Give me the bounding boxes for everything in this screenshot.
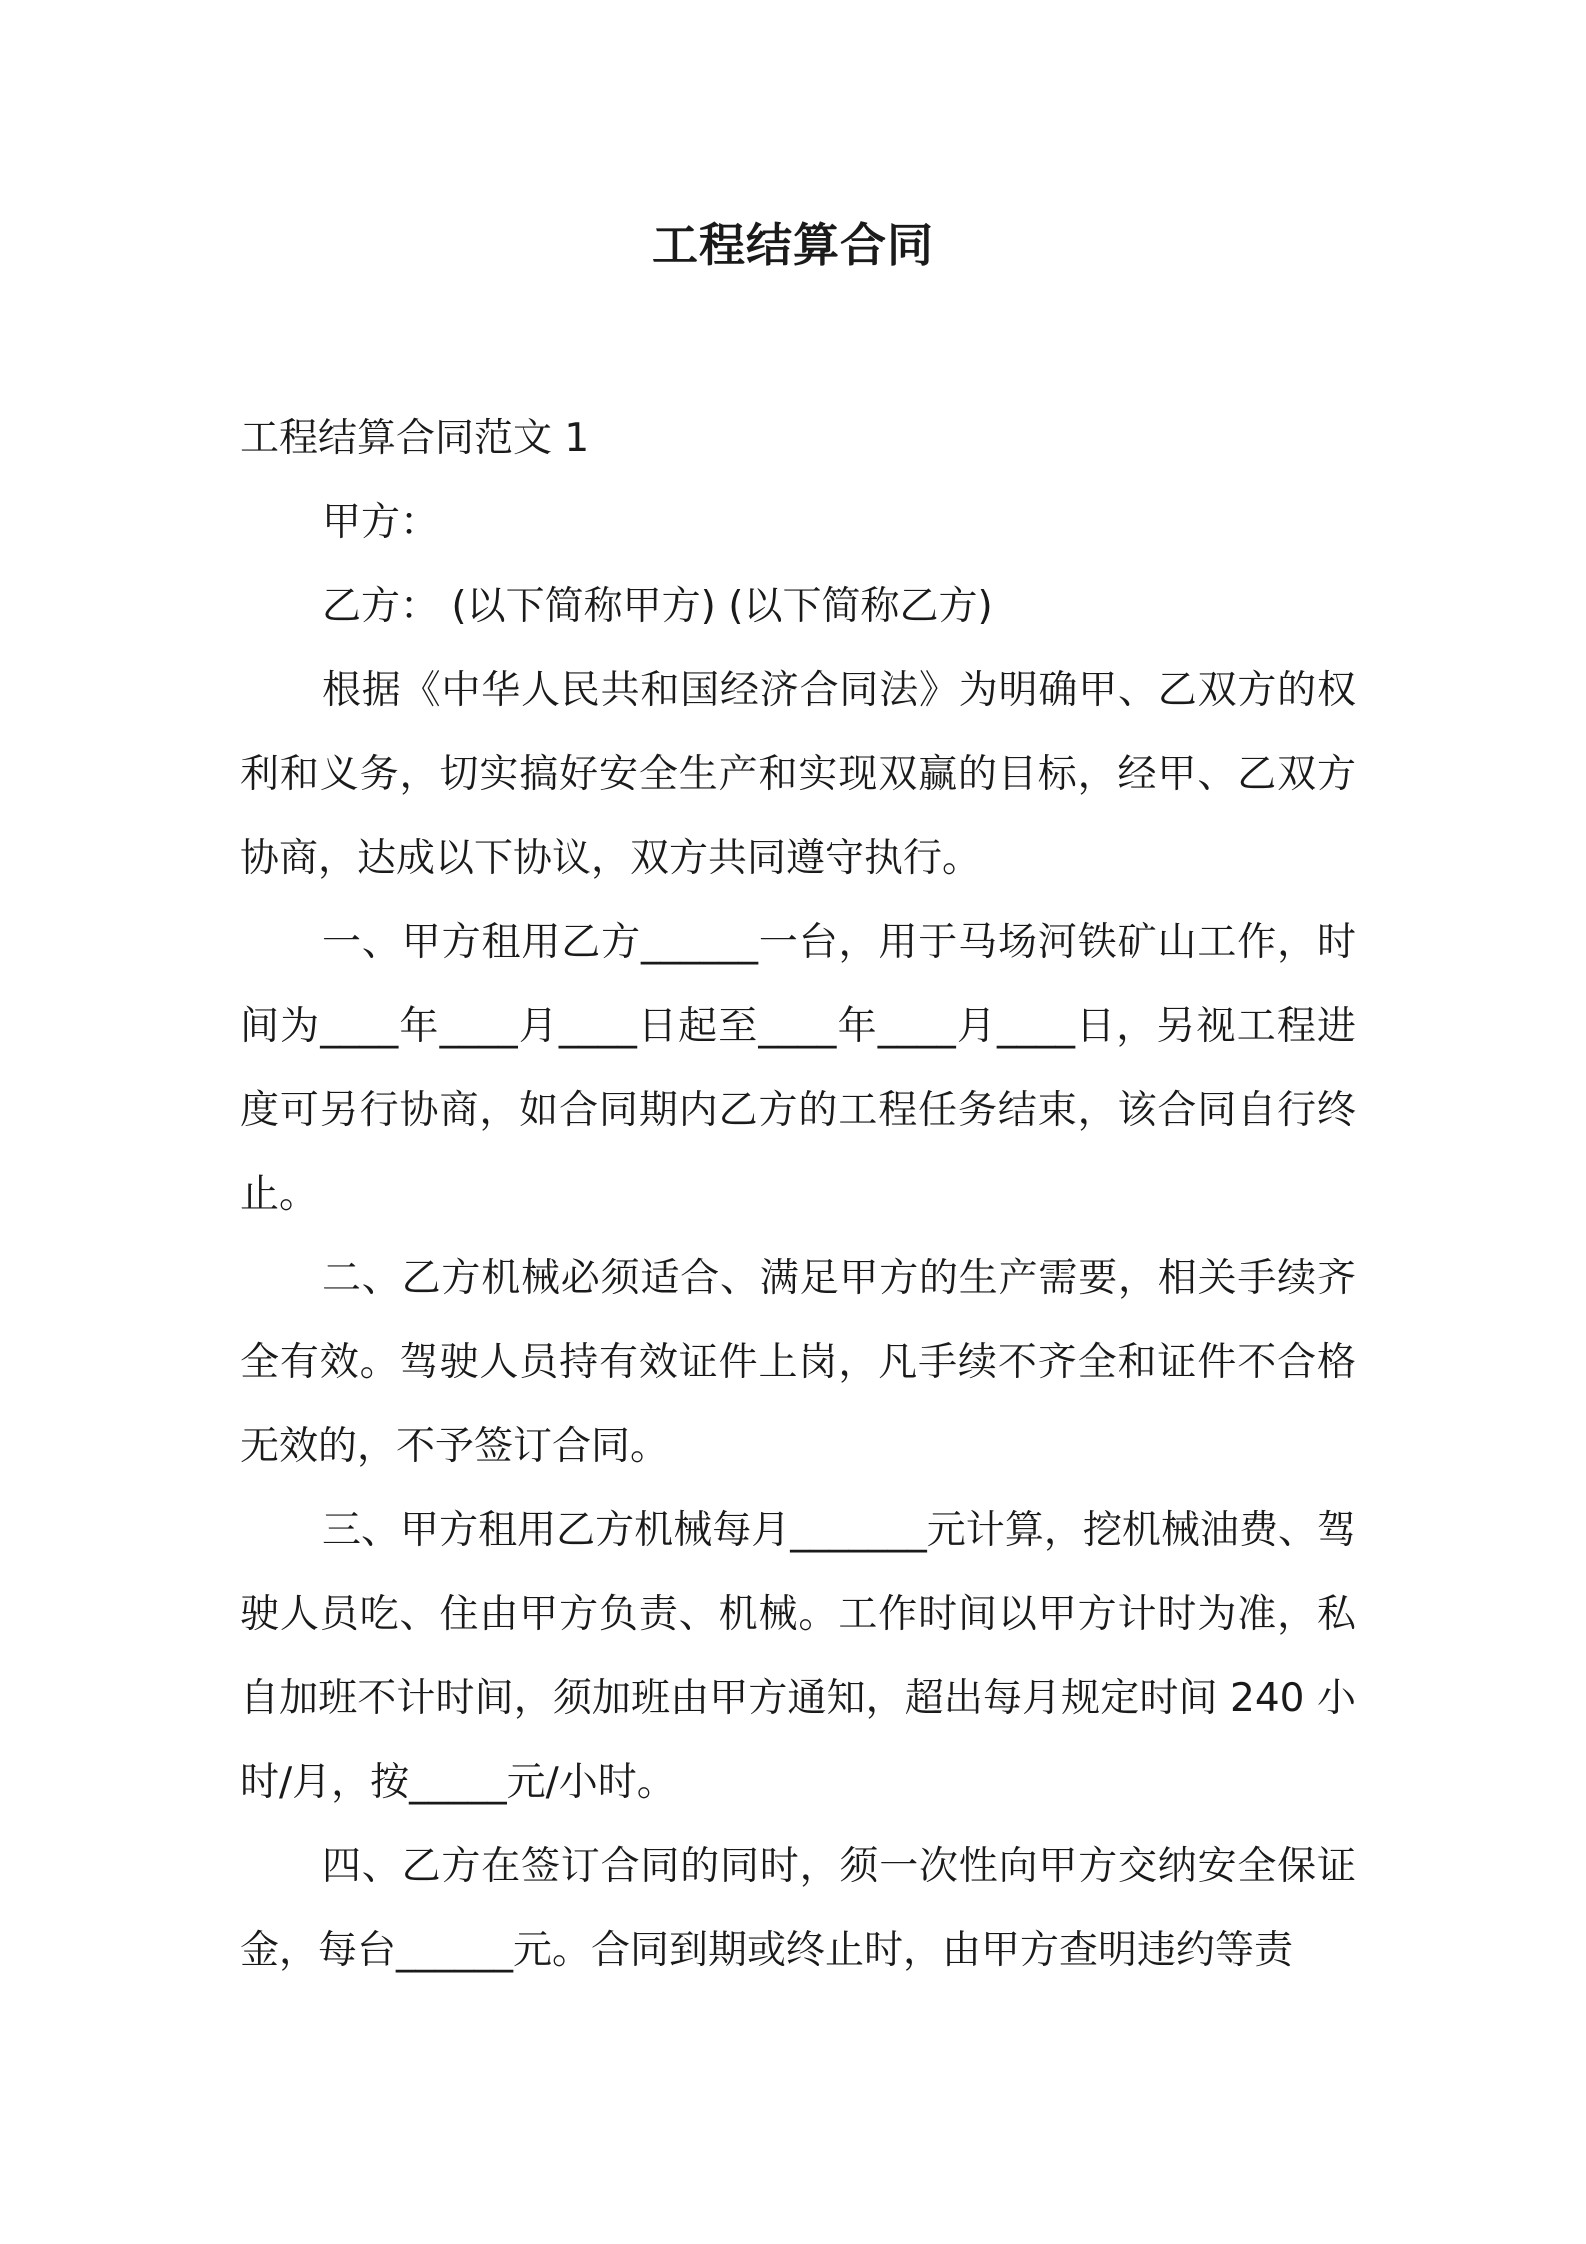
paragraph-clause-4: 四、乙方在签订合同的同时，须一次性向甲方交纳安全保证金，每台______元。合同到期或终止时，由甲方查明违约等责: [240, 1844, 1356, 1973]
document-title: 工程结算合同: [652, 218, 934, 272]
document-body: [240, 397, 1356, 1993]
paragraph-clause-3: 三、甲方租用乙方机械每月_______元计算，挖机械油费、驾驶人员吃、住由甲方负责、机械。工作时间以甲方计时为准，私自加班不计时间，须加班由甲方通知，超出每月规定时间 240 小时/月，按_____元/小时。: [240, 1508, 1356, 1805]
paragraph-preamble: 根据《中华人民共和国经济合同法》为明确甲、乙双方的权利和义务，切实搞好安全生产和实现双赢的目标，经甲、乙双方协商，达成以下协议，双方共同遵守执行。: [240, 668, 1356, 881]
party-a-line: 甲方：: [322, 500, 440, 545]
paragraph-clause-2: 二、乙方机械必须适合、满足甲方的生产需要，相关手续齐全有效。驾驶人员持有效证件上岗，凡手续不齐全和证件不合格无效的，不予签订合同。: [240, 1256, 1356, 1469]
document-subtitle: 工程结算合同范文 1: [240, 416, 590, 461]
paragraph-clause-1: 一、甲方租用乙方______一台，用于马场河铁矿山工作，时间为____年____月____日起至____年____月____日，另视工程进度可另行协商，如合同期内乙方的工程任务结束，该合同自行终止。: [240, 920, 1356, 1217]
party-b-line: 乙方： (以下简称甲方) (以下简称乙方): [322, 584, 993, 629]
